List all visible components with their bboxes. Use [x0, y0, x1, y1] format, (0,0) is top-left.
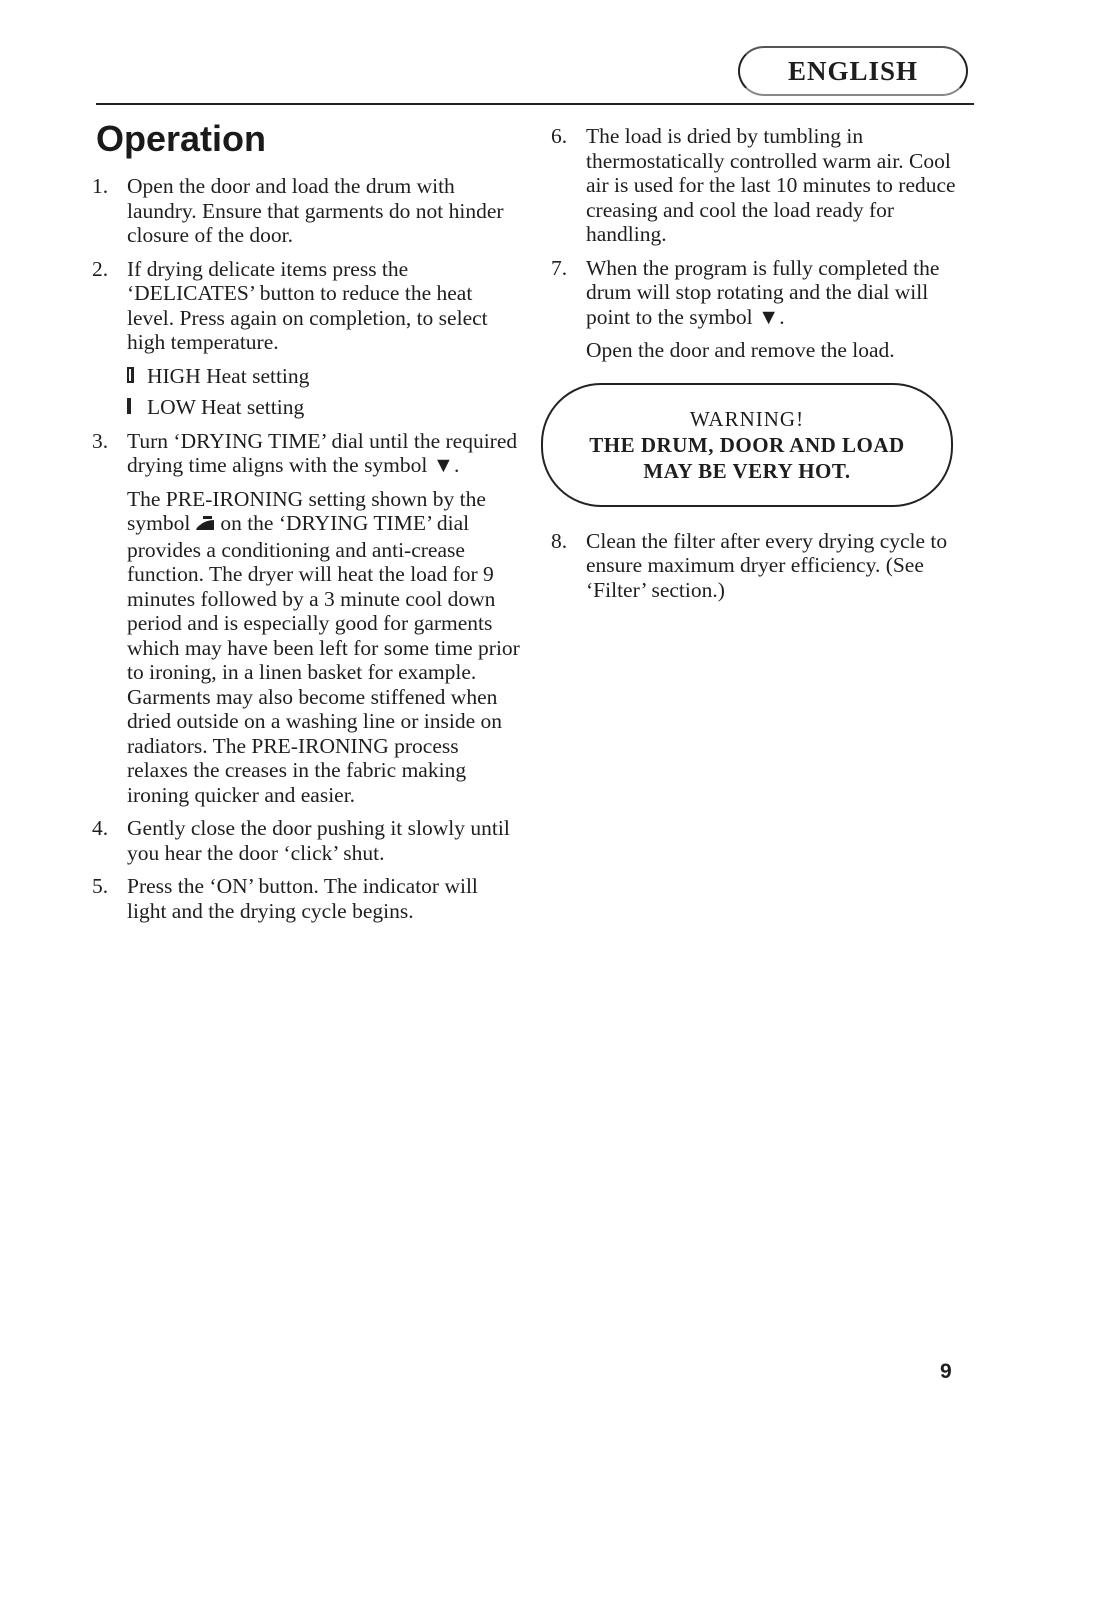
preironing-paragraph: [92, 487, 522, 808]
step-7: [551, 256, 971, 330]
step-text: When the program is fully completed the drum will stop rotating and the dial will point to the symbol ▼.: [586, 255, 940, 329]
step-8: [551, 529, 971, 603]
high-heat-label: HIGH Heat setting: [147, 363, 310, 388]
warning-line-2: MAY BE VERY HOT.: [643, 458, 851, 483]
page-title: Operation: [96, 118, 267, 159]
low-heat-icon: [127, 395, 141, 420]
preironing-detail: on the ‘DRYING TIME’ dial provides a conditioning and anti-crease function. The dryer will heat the load for 9 minutes followed by a 3 minute cool down period and is especially good for garments which may have been left for some time prior to ironing, in a linen basket for example. Garments may also become stiffened when dried outside on a washing line or inside on radiators. The PRE-IRONING process relaxes the creases in the fabric making ironing quicker and easier.: [127, 511, 520, 807]
language-badge: [738, 46, 968, 96]
warning-box: [541, 383, 953, 507]
language-label: ENGLISH: [787, 55, 919, 86]
step-number: 3.: [92, 428, 109, 453]
step-6: [551, 124, 971, 247]
step-number: 1.: [92, 174, 109, 198]
remove-load-text: Open the door and remove the load.: [586, 338, 895, 362]
preironing-text: [127, 487, 522, 808]
step-3: [92, 429, 522, 478]
low-heat-setting: [127, 395, 522, 420]
step-4: [92, 816, 522, 865]
step-number: 2.: [92, 256, 109, 281]
left-column: [92, 174, 522, 932]
iron-icon: [194, 513, 216, 538]
low-heat-label: LOW Heat setting: [147, 395, 305, 419]
step-2: [92, 257, 522, 355]
high-heat-setting: [127, 364, 522, 389]
warning-title: WARNING!: [689, 406, 805, 431]
step-text: Clean the filter after every drying cycle to ensure maximum dryer efficiency. (See ‘Filter’ section.): [586, 528, 948, 602]
step-text: Open the door and load the drum with laundry. Ensure that garments do not hinder closure of the door.: [127, 174, 504, 247]
step-text: Gently close the door pushing it slowly until you hear the door ‘click’ shut.: [127, 816, 510, 865]
step-text: If drying delicate items press the ‘DELICATES’ button to reduce the heat level. Press again on completion, to select high temperature.: [127, 256, 488, 354]
step-number: 6.: [551, 124, 568, 148]
step-number: 5.: [92, 874, 109, 898]
step-number: 4.: [92, 816, 109, 840]
step-text: Turn ‘DRYING TIME’ dial until the required drying time aligns with the symbol ▼.: [127, 428, 518, 477]
step-5: [92, 874, 522, 923]
step-text: Press the ‘ON’ button. The indicator will light and the drying cycle begins.: [127, 874, 478, 923]
warning-line-1: THE DRUM, DOOR AND LOAD: [589, 432, 905, 457]
preironing-intro: The PRE-IRONING setting shown by the symbol: [127, 486, 486, 535]
right-column: [551, 124, 971, 611]
heat-settings: [92, 364, 522, 420]
page-number: 9: [940, 1360, 952, 1383]
step-text: The load is dried by tumbling in thermostatically controlled warm air. Cool air is used for the last 10 minutes to reduce creasing and cool the load ready for handling.: [586, 124, 956, 246]
header-rule: [96, 103, 974, 105]
high-heat-icon: [127, 364, 141, 389]
step-number: 7.: [551, 255, 568, 280]
step-1: [92, 174, 522, 248]
step-number: 8.: [551, 528, 568, 553]
